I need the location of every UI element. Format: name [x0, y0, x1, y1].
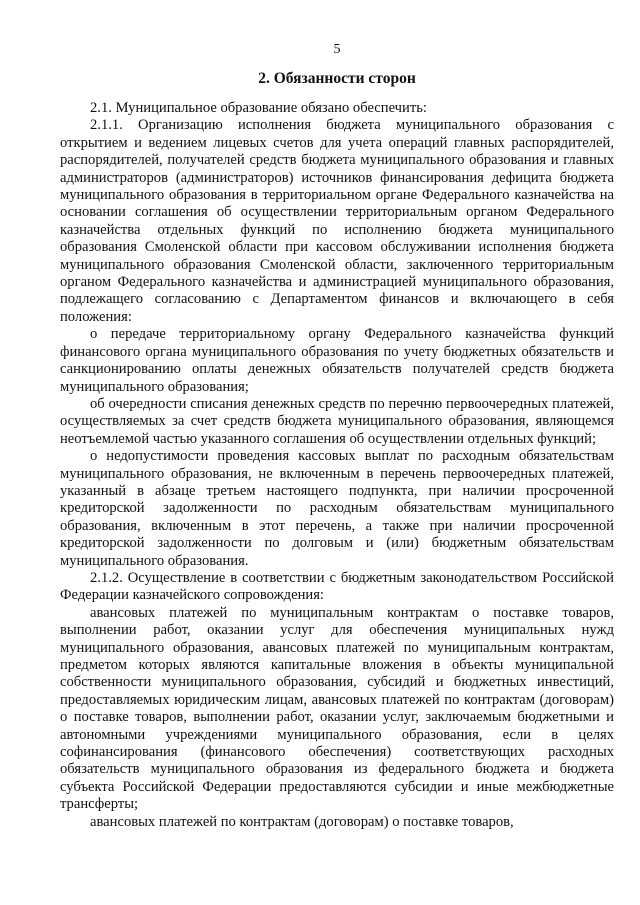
paragraph-payment-order: об очередности списания денежных средств по перечню первоочередных платежей, осуществляемых за счет средств бюджета муниципального образования, являющемся неотъемлемой частью указанного соглашения об осуществлении отдельных функций;: [60, 395, 614, 447]
paragraph-inadmissibility: о недопустимости проведения кассовых выплат по расходным обязательствам муниципального образования, не включенным в перечень первоочередных платежей, указанный в абзаце третьем настоящего подпункта, при наличии просроченной кредиторской задолженности по расходным обязательствам муниципального образования, включенным в этот перечень, а также при наличии просроченной кредиторской задолженности по долговым и (или) бюджетным обязательствам муниципального образования.: [60, 448, 614, 569]
paragraph-advance-payments-contracts: авансовых платежей по контрактам (договорам) о поставке товаров,: [90, 813, 514, 830]
paragraph-2-1: 2.1. Муниципальное образование обязано обеспечить:: [90, 100, 427, 116]
paragraph-advance-payments: авансовых платежей по муниципальным контрактам о поставке товаров, выполнении работ, оказании услуг для обеспечения муниципальных нужд муниципального образования, авансовых платежей по муниципальным контрактам, предметом которых являются капитальные вложения в объекты муниципальной собственности муниципального образования, субсидий и бюджетных инвестиций, предоставляемых юридическим лицам, авансовых платежей по контрактам (договорам) о поставке товаров, выполнении работ, оказании услуг, заключаемым бюджетными и автономными учреждениями муниципального образования, если в целях софинансирования (финансового обеспечения) соответствующих расходных обязательств муниципального образования из федерального бюджета и бюджета субъекта Российской Федерации предоставляются субсидии и иные межбюджетные трансферты;: [60, 604, 614, 813]
section-title: 2. Обязанности сторон: [258, 70, 416, 87]
paragraph-2-1-2: 2.1.2. Осуществление в соответствии с бюджетным законодательством Российской Федерации казначейского сопровождения:: [60, 569, 614, 604]
paragraph-transfer-functions: о передаче территориальному органу Федерального казначейства функций финансового органа муниципального образования по учету бюджетных обязательств и санкционированию оплаты денежных обязательств получателей средств бюджета муниципального образования;: [60, 326, 614, 395]
page-number: 5: [333, 42, 341, 57]
paragraph-2-1-1: 2.1.1. Организацию исполнения бюджета муниципального образования с открытием и ведением лицевых счетов для учета операций главных распорядителей, распорядителей, получателей средств бюджета муниципального образования и главных администраторов (администраторов) источников финансирования дефицита бюджета муниципального образования в территориальном органе Федерального казначейства на основании соглашения об осуществлении территориальным органом Федерального казначейства отдельных функций по исполнению бюджета муниципального образования Смоленской области при кассовом обслуживании исполнения бюджета муниципального образования Смоленской области, заключенного территориальным органом Федерального казначейства и администрацией муниципального образования, подлежащего согласованию с Департаментом финансов и включающего в себя положения:: [60, 117, 614, 325]
document-body: [60, 100, 614, 831]
